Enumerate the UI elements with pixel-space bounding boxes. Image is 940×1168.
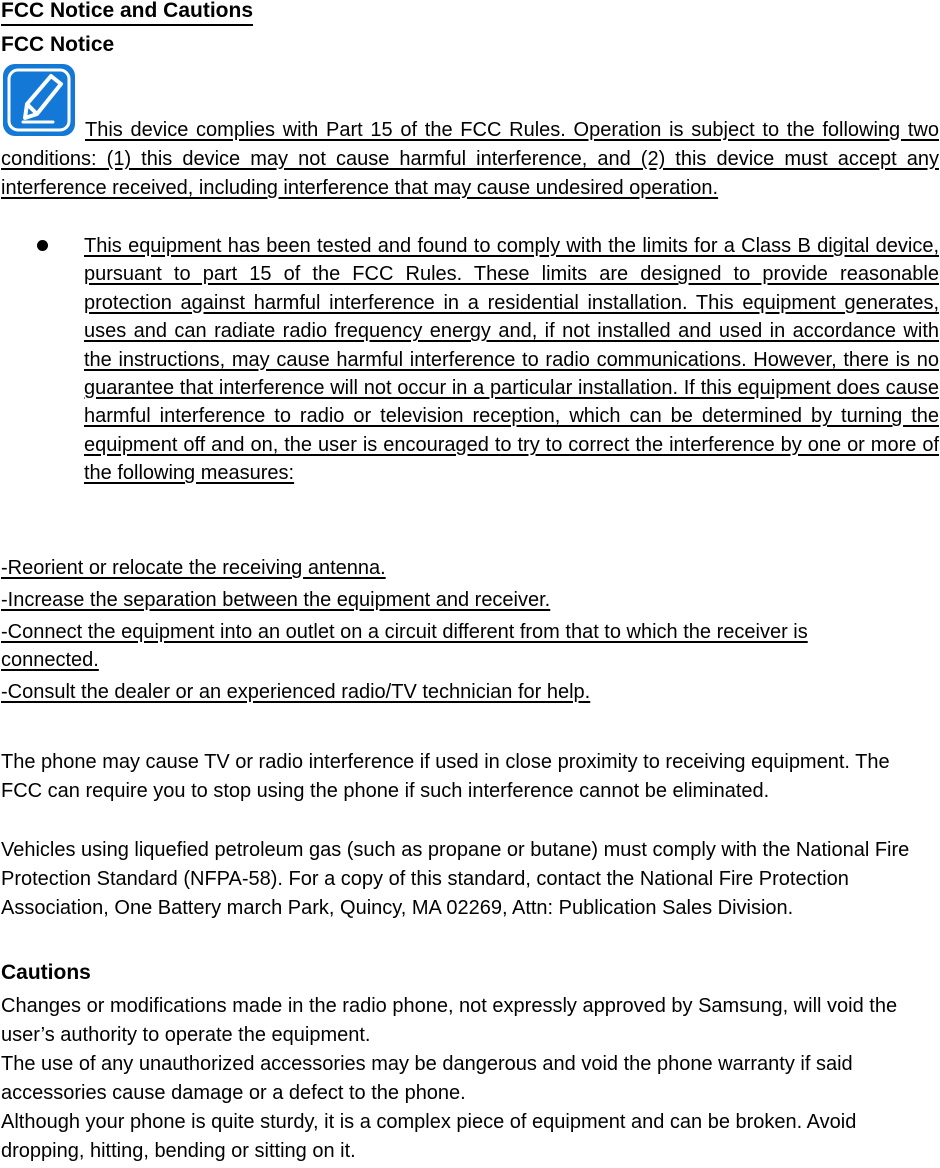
list-item: -Reorient or relocate the receiving antenna. (1, 557, 386, 579)
list-item: -Connect the equipment into an outlet on a circuit different from that to which the receiver is connected. (1, 621, 808, 671)
fcc-compliance-text: This device complies with Part 15 of the FCC Rules. Operation is subject to the following two conditions: (1) this device may not cause harmful interference, and (2) this device must accept any interference received, including interference that may cause undesired operation. (1, 119, 939, 199)
bullet-marker (37, 240, 48, 251)
interference-measures-list (1, 554, 901, 710)
tv-interference-paragraph: The phone may cause TV or radio interference if used in close proximity to receiving equipment. The FCC can require you to stop using the phone if such interference cannot be eliminated. (1, 751, 890, 802)
cautions-heading: Cautions (1, 961, 91, 984)
class-b-device-text: This equipment has been tested and found to comply with the limits for a Class B digital device, pursuant to part 15 of the FCC Rules. These limits are designed to provide reasonable protection against harmful interference in a residential installation. This equipment generates, uses and can radiate radio frequency energy and, if not installed and used in accordance with the instructions, may cause harmful interference to radio communications. However, there is no guarantee that interference will not occur in a particular installation. If this equipment does cause harmful interference to radio or television reception, which can be determined by turning the equipment off and on, the user is encouraged to try to correct the interference by one or more of the following measures: (84, 235, 939, 485)
page-title: FCC Notice and Cautions (1, 0, 253, 26)
fcc-compliance-statement (1, 116, 939, 203)
cautions-paragraph: The use of any unauthorized accessories may be dangerous and void the phone warranty if said accessories cause damage or a defect to the phone. (1, 1053, 853, 1104)
cautions-paragraph: Although your phone is quite sturdy, it is a complex piece of equipment and can be broken. Avoid dropping, hitting, bending or sitting on it. (1, 1111, 857, 1162)
cautions-paragraph: Changes or modifications made in the radio phone, not expressly approved by Samsung, will void the user’s authority to operate the equipment. (1, 995, 898, 1046)
class-b-device-paragraph (84, 232, 939, 488)
list-item: -Increase the separation between the equipment and receiver. (1, 589, 551, 611)
lpg-vehicles-paragraph: Vehicles using liquefied petroleum gas (such as propane or butane) must comply with the National Fire Protection Standard (NFPA-58). For a copy of this standard, contact the National Fire Protection Association, One Battery march Park, Quincy, MA 02269, Attn: Publication Sales Division. (1, 839, 910, 919)
list-item: -Consult the dealer or an experienced radio/TV technician for help. (1, 681, 591, 703)
fcc-notice-heading: FCC Notice (1, 33, 115, 56)
